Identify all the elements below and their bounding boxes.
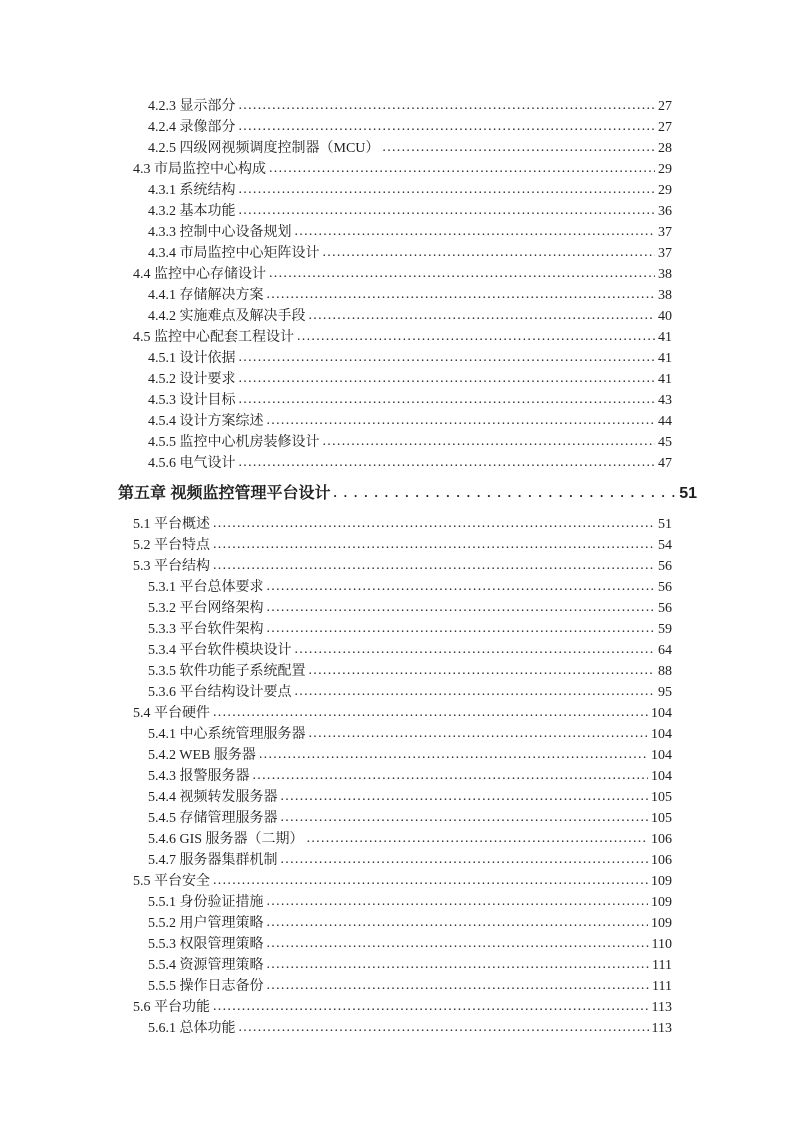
toc-entry-label: 5.1 平台概述: [133, 517, 210, 532]
toc-dot-leader: [239, 368, 656, 389]
toc-page-number: 105: [651, 811, 672, 826]
toc-entry-label: 5.4.4 视频转发服务器: [148, 790, 278, 805]
toc-entry-label: 4.5.5 监控中心机房装修设计: [148, 435, 320, 450]
toc-dot-leader: [297, 326, 655, 347]
toc-entry[interactable]: [0, 222, 793, 243]
toc-entry-label: 4.3.3 控制中心设备规划: [148, 225, 292, 240]
toc-entry-label: 5.6.1 总体功能: [148, 1021, 236, 1036]
toc-dot-leader: [281, 849, 649, 870]
toc-entry-label: 5.3 平台结构: [133, 559, 210, 574]
toc-entry-label: 4.2.5 四级网视频调度控制器（MCU）: [148, 141, 380, 156]
toc-entry[interactable]: [0, 535, 793, 556]
toc-dot-leader: [382, 137, 655, 158]
toc-dot-leader: [239, 95, 656, 116]
toc-page-number: 104: [651, 727, 672, 742]
toc-page-number: 104: [651, 706, 672, 721]
toc-page-number: 41: [658, 372, 672, 387]
toc-dot-leader: [213, 555, 655, 576]
toc-page-number: 109: [651, 895, 672, 910]
toc-page-number: 88: [658, 664, 672, 679]
toc-page-number: 27: [658, 120, 672, 135]
toc-entry[interactable]: [0, 661, 793, 682]
toc-dot-leader: [309, 660, 656, 681]
toc-entry-label: 5.5.4 资源管理策略: [148, 958, 264, 973]
toc-entry-label: 4.5.3 设计目标: [148, 393, 236, 408]
toc-entry[interactable]: [0, 724, 793, 745]
toc-page-number: 27: [658, 99, 672, 114]
toc-entry[interactable]: [0, 514, 793, 535]
toc-page-number: 45: [658, 435, 672, 450]
toc-page-number: 110: [651, 937, 672, 952]
toc-dot-leader: [253, 765, 649, 786]
toc-page-number: 47: [658, 456, 672, 471]
toc-page-number: 113: [651, 1000, 672, 1015]
toc-entry[interactable]: [0, 745, 793, 766]
toc-entry[interactable]: [0, 934, 793, 955]
toc-entry[interactable]: [0, 243, 793, 264]
toc-dot-leader: [239, 1017, 649, 1038]
toc-dot-leader: [239, 179, 656, 200]
toc-page-number: 37: [658, 225, 672, 240]
toc-dot-leader: [307, 828, 648, 849]
toc-dot-leader: [213, 534, 655, 555]
toc-dot-leader: [267, 410, 656, 431]
toc-entry-label: 4.3.2 基本功能: [148, 204, 236, 219]
toc-dot-leader: [239, 347, 656, 368]
toc-page-number: 51: [679, 485, 697, 502]
toc-entry[interactable]: [0, 96, 793, 117]
toc-page-number: 109: [651, 916, 672, 931]
toc-entry[interactable]: [0, 327, 793, 348]
toc-entry[interactable]: [0, 369, 793, 390]
toc-entry[interactable]: [0, 598, 793, 619]
toc-entry[interactable]: [0, 1018, 793, 1039]
toc-page-number: 106: [651, 832, 672, 847]
toc-entry[interactable]: [0, 556, 793, 577]
toc-entry[interactable]: [0, 640, 793, 661]
toc-entry[interactable]: [0, 829, 793, 850]
toc-entry[interactable]: [0, 159, 793, 180]
toc-page-number: 104: [651, 769, 672, 784]
toc-dot-leader: [281, 786, 649, 807]
toc-entry-label: 4.5.6 电气设计: [148, 456, 236, 471]
toc-dot-leader: [239, 452, 656, 473]
toc-entry-label: 4.4.1 存储解决方案: [148, 288, 264, 303]
toc-dot-leader: [267, 576, 656, 597]
toc-page-number: 44: [658, 414, 672, 429]
toc-entry[interactable]: [0, 976, 793, 997]
toc-entry-label: 5.4.6 GIS 服务器（二期）: [148, 832, 304, 847]
toc-entry-label: 4.3 市局监控中心构成: [133, 162, 266, 177]
toc-entry-label: 4.4 监控中心存储设计: [133, 267, 266, 282]
toc-page-number: 40: [658, 309, 672, 324]
toc-entry[interactable]: [0, 264, 793, 285]
toc-entry-label: 5.4.2 WEB 服务器: [148, 748, 256, 763]
toc-entry[interactable]: [0, 871, 793, 892]
toc-dot-leader: [267, 597, 656, 618]
toc-entry[interactable]: [0, 306, 793, 327]
toc-entry-label: 4.5.2 设计要求: [148, 372, 236, 387]
toc-entry-label: 5.4.7 服务器集群机制: [148, 853, 278, 868]
toc-entry-label: 5.3.5 软件功能子系统配置: [148, 664, 306, 679]
toc-page-number: 56: [658, 559, 672, 574]
toc-entry-label: 4.2.3 显示部分: [148, 99, 236, 114]
toc-entry[interactable]: [0, 432, 793, 453]
toc-page-number: 56: [658, 580, 672, 595]
toc-dot-leader: [267, 954, 650, 975]
toc-page-number: 59: [658, 622, 672, 637]
toc-dot-leader: [213, 702, 648, 723]
toc-entry[interactable]: [0, 913, 793, 934]
toc-dot-leader: [295, 221, 656, 242]
toc-page-number: 111: [652, 979, 672, 994]
toc-dot-leader: [239, 200, 656, 221]
toc-entry[interactable]: [0, 117, 793, 138]
toc-dot-leader: [267, 618, 656, 639]
toc-page-number: 95: [658, 685, 672, 700]
toc-entry[interactable]: [0, 411, 793, 432]
toc-page-number: 36: [658, 204, 672, 219]
toc-page-number: 29: [658, 162, 672, 177]
toc-dot-leader: [267, 284, 656, 305]
toc-dot-leader: [269, 158, 655, 179]
toc-entry-label: 5.3.3 平台软件架构: [148, 622, 264, 637]
toc-entry-label: 5.3.6 平台结构设计要点: [148, 685, 292, 700]
toc-entry[interactable]: [0, 285, 793, 306]
toc-entry-label: 5.5.5 操作日志备份: [148, 979, 264, 994]
toc-page-number: 109: [651, 874, 672, 889]
toc-entry[interactable]: [0, 577, 793, 598]
toc-dot-leader: [333, 481, 676, 505]
toc-page-number: 38: [658, 288, 672, 303]
toc-page-number: 38: [658, 267, 672, 282]
toc-entry[interactable]: [0, 201, 793, 222]
toc-entry-label: 5.4.5 存储管理服务器: [148, 811, 278, 826]
toc-entry-label: 5.5 平台安全: [133, 874, 210, 889]
toc-entry-label: 5.4.3 报警服务器: [148, 769, 250, 784]
toc-entry-label: 5.4.1 中心系统管理服务器: [148, 727, 306, 742]
toc-entry[interactable]: [0, 703, 793, 724]
toc-entry-label: 5.3.2 平台网络架构: [148, 601, 264, 616]
toc-dot-leader: [267, 912, 649, 933]
toc-entry[interactable]: [0, 955, 793, 976]
toc-page-number: 113: [651, 1021, 672, 1036]
toc-dot-leader: [323, 431, 656, 452]
toc-entry[interactable]: [0, 348, 793, 369]
toc-page-number: 111: [652, 958, 672, 973]
toc-dot-leader: [323, 242, 656, 263]
toc-entry-label: 4.5.1 设计依据: [148, 351, 236, 366]
toc-entry-label: 5.5.3 权限管理策略: [148, 937, 264, 952]
toc-dot-leader: [239, 389, 656, 410]
toc-page-number: 56: [658, 601, 672, 616]
toc-page-number: 51: [658, 517, 672, 532]
toc-entry[interactable]: [0, 619, 793, 640]
toc-dot-leader: [281, 807, 649, 828]
toc-entry[interactable]: [0, 453, 793, 474]
toc-entry-label: 5.2 平台特点: [133, 538, 210, 553]
toc-entry-label: 5.6 平台功能: [133, 1000, 210, 1015]
toc-dot-leader: [213, 870, 648, 891]
toc-entry[interactable]: [0, 138, 793, 159]
toc-dot-leader: [239, 116, 656, 137]
toc-entry[interactable]: [0, 850, 793, 871]
toc-page-number: 105: [651, 790, 672, 805]
toc-dot-leader: [267, 975, 650, 996]
toc-entry-label: 5.3.1 平台总体要求: [148, 580, 264, 595]
toc-entry-label: 4.5 监控中心配套工程设计: [133, 330, 294, 345]
toc-dot-leader: [309, 305, 656, 326]
toc-entry-label: 第五章 视频监控管理平台设计: [118, 485, 331, 502]
toc-dot-leader: [213, 996, 649, 1017]
toc-dot-leader: [295, 681, 656, 702]
toc-dot-leader: [267, 891, 649, 912]
toc-page-number: 41: [658, 330, 672, 345]
toc-entry[interactable]: [0, 997, 793, 1018]
toc-page-number: 41: [658, 351, 672, 366]
toc-page-number: 28: [658, 141, 672, 156]
toc-dot-leader: [213, 513, 655, 534]
toc-entry-label: 5.3.4 平台软件模块设计: [148, 643, 292, 658]
toc-page-number: 29: [658, 183, 672, 198]
toc-page-number: 106: [651, 853, 672, 868]
toc-entry[interactable]: [0, 682, 793, 703]
toc-entry[interactable]: [0, 787, 793, 808]
toc-chapter-heading[interactable]: [0, 482, 793, 506]
toc-entry-label: 5.5.2 用户管理策略: [148, 916, 264, 931]
toc-entry-label: 4.4.2 实施难点及解决手段: [148, 309, 306, 324]
toc-entry-label: 4.2.4 录像部分: [148, 120, 236, 135]
toc-dot-leader: [267, 933, 649, 954]
toc-dot-leader: [309, 723, 649, 744]
toc-entry[interactable]: [0, 180, 793, 201]
toc-page-number: 104: [651, 748, 672, 763]
toc-dot-leader: [259, 744, 648, 765]
toc-page-number: 43: [658, 393, 672, 408]
toc-entry-label: 4.3.4 市局监控中心矩阵设计: [148, 246, 320, 261]
toc-page-number: 37: [658, 246, 672, 261]
toc-entry[interactable]: [0, 892, 793, 913]
toc-entry-label: 5.5.1 身份验证措施: [148, 895, 264, 910]
toc-dot-leader: [295, 639, 656, 660]
toc-entry-label: 4.3.1 系统结构: [148, 183, 236, 198]
toc-page-number: 54: [658, 538, 672, 553]
toc-entry[interactable]: [0, 808, 793, 829]
toc-entry-label: 5.4 平台硬件: [133, 706, 210, 721]
toc-dot-leader: [269, 263, 655, 284]
toc-page-number: 64: [658, 643, 672, 658]
toc-entry[interactable]: [0, 766, 793, 787]
toc-entry-label: 4.5.4 设计方案综述: [148, 414, 264, 429]
toc-entry[interactable]: [0, 390, 793, 411]
